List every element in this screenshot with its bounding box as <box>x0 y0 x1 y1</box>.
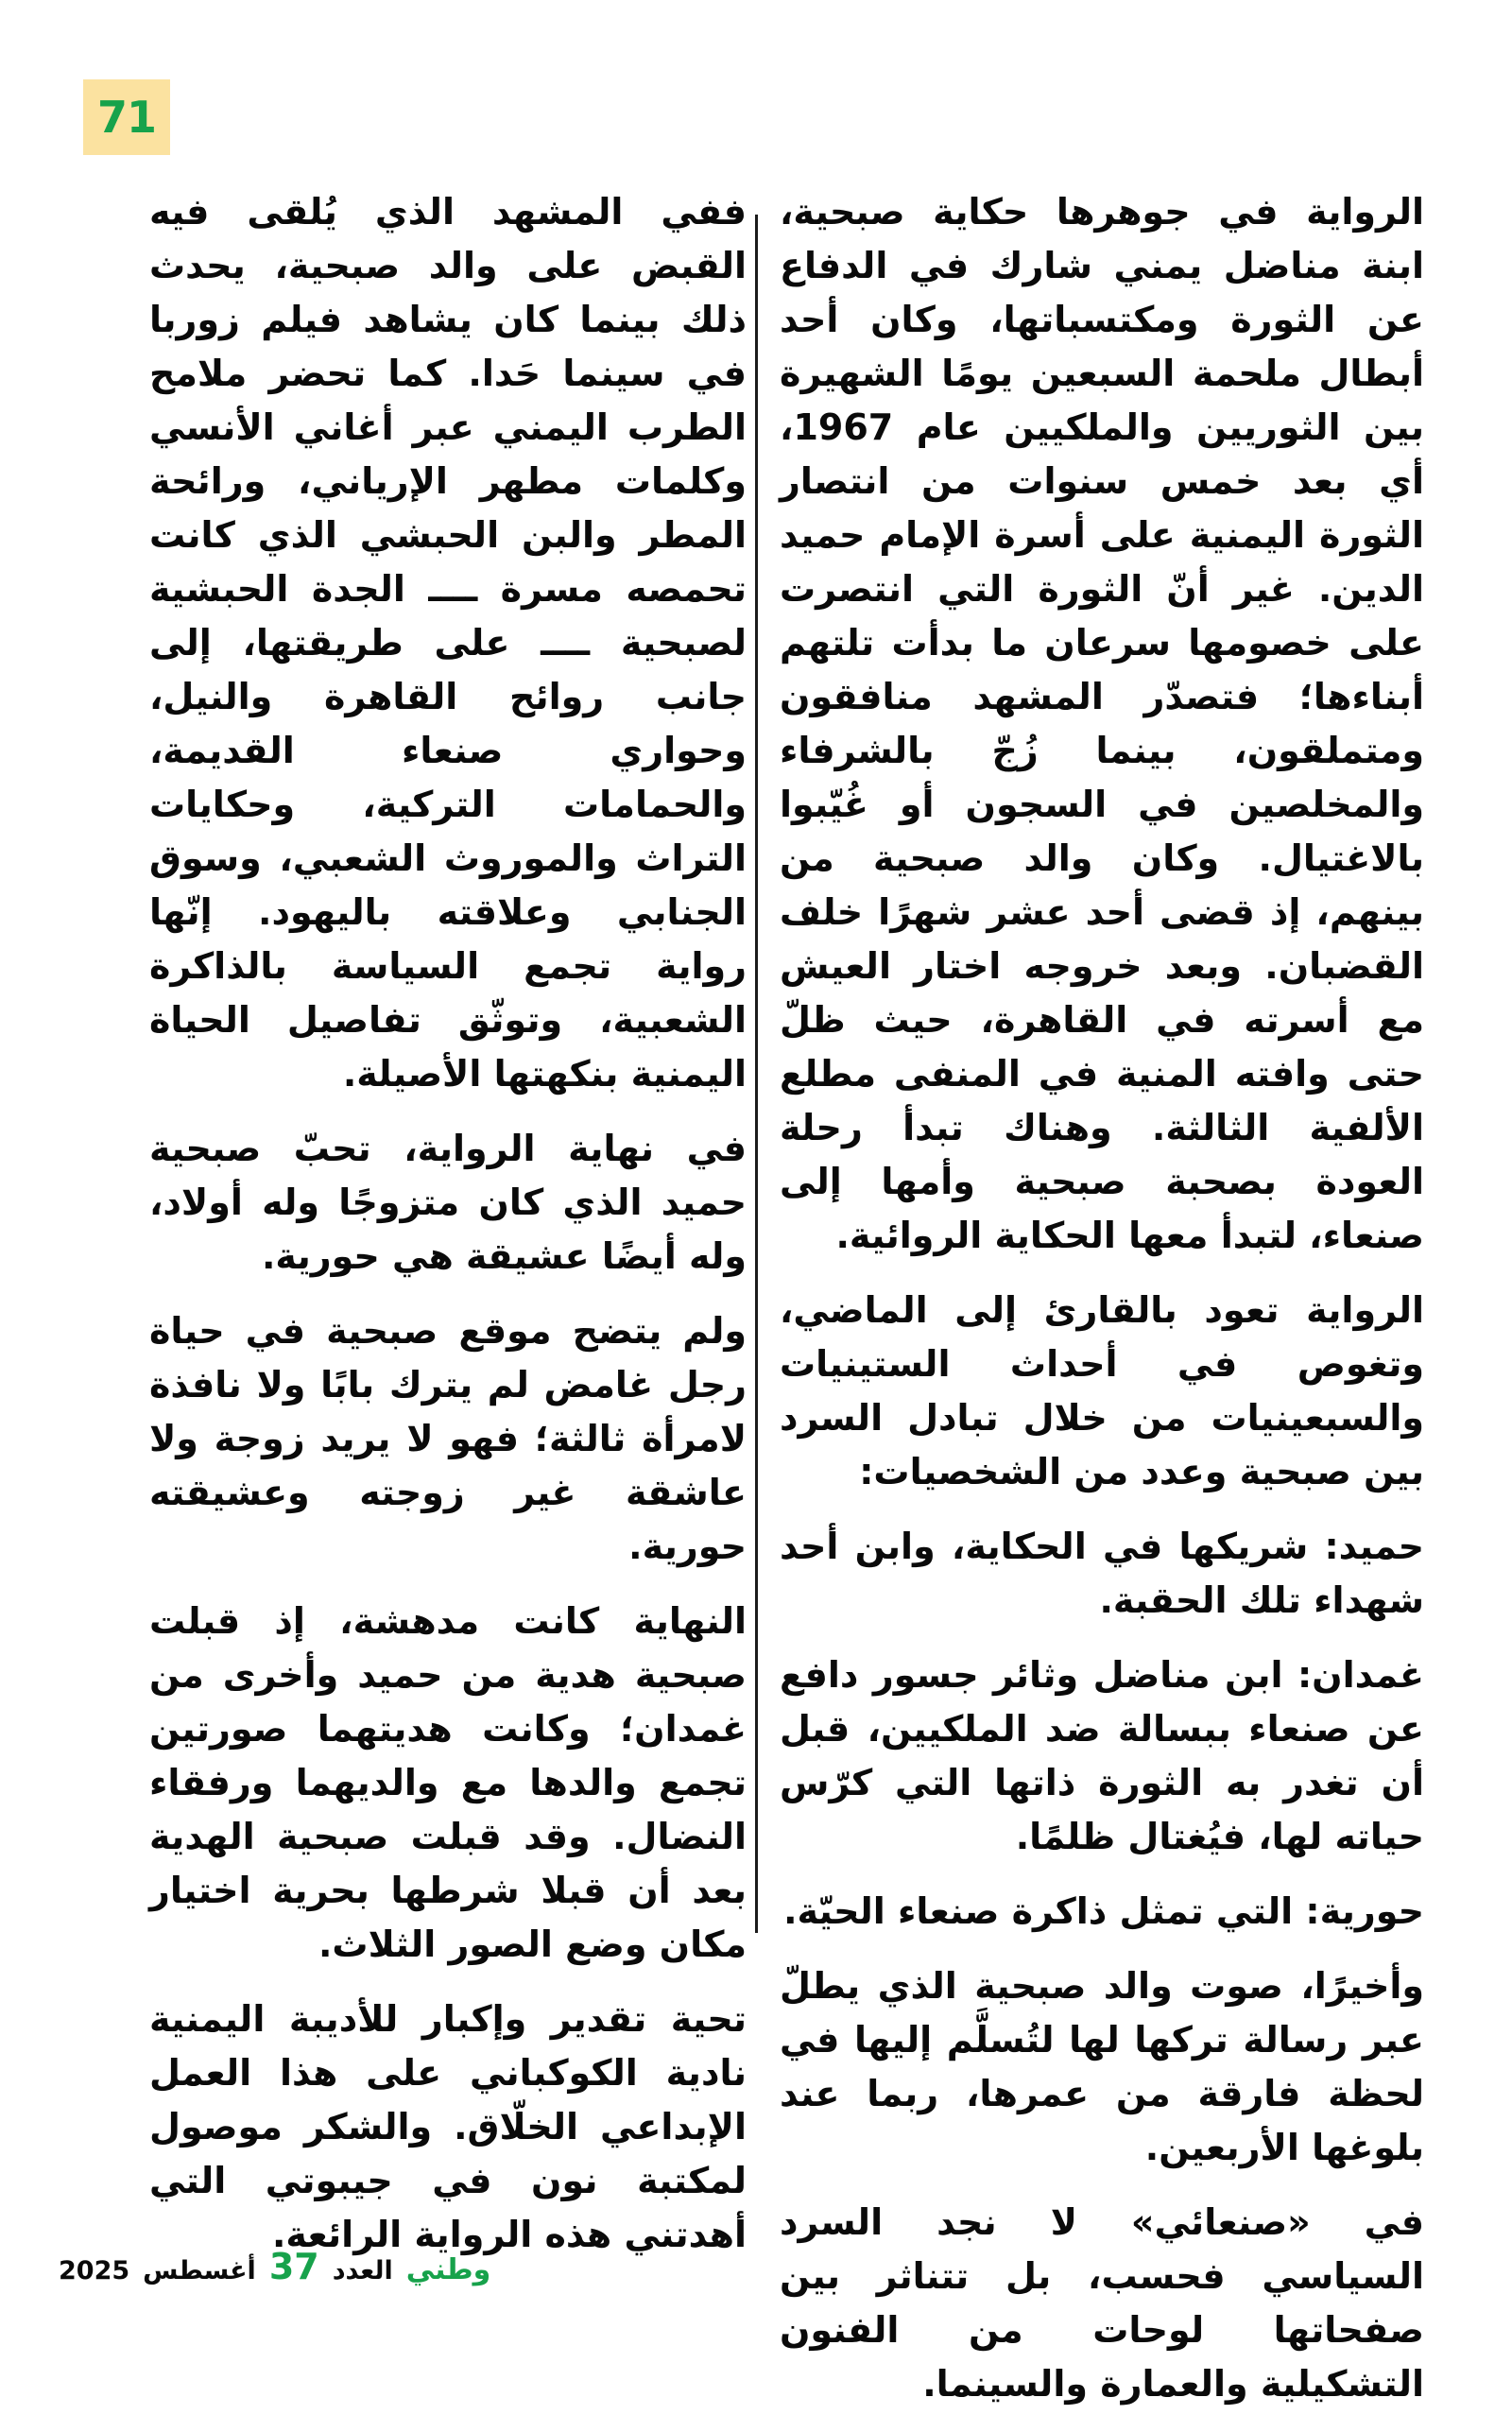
footer-month: أغسطس <box>143 2256 256 2285</box>
footer <box>59 2246 490 2287</box>
article-column-right <box>780 185 1424 2432</box>
paragraph-father-voice: وأخيرًا، صوت والد صبحية الذي يطلّ عبر رسالة تركها لها لتُسلَّم إليها في لحظة فارقة من عمرها، ربما عند بلوغها الأربعين. <box>780 1965 1424 2168</box>
paragraph-character-houria: حورية: التي تمثل ذاكرة صنعاء الحيّة. <box>783 1890 1424 1932</box>
footer-issue-label: العدد <box>332 2256 393 2285</box>
paragraph-ending-gifts: النهاية كانت مدهشة، إذ قبلت صبحية هدية من حميد وأخرى من غمدان؛ وكانت هديتهما صورتين تجمع والدها مع والديهما ورفقاء النضال. وقد قبلت صبحية الهدية بعد أن قبلا شرطها بحرية اختيار مكان وضع الصور الثلاث. <box>149 1600 747 1965</box>
magazine-logo: وطني <box>405 2253 491 2286</box>
footer-year: 2025 <box>59 2256 130 2285</box>
column-divider-rule <box>755 215 758 1933</box>
paragraph-narrative-structure: الرواية تعود بالقارئ إلى الماضي، وتغوص في أحداث الستينيات والسبعينيات من خلال تبادل السرد بين صبحية وعدد من الشخصيات: <box>780 1289 1424 1492</box>
paragraph-scene-details: ففي المشهد الذي يُلقى فيه القبض على والد صبحية، يحدث ذلك بينما كان يشاهد فيلم زوربا في سينما حَدا. كما تحضر ملامح الطرب اليمني عبر أغاني الأنسي وكلمات مطهر الإرياني، ورائحة المطر والبن الحبشي الذي كانت تحمصه مسرة ــــ الجدة الحبشية لصبحية ــــ على طريقتها، إلى جانب روائح القاهرة والنيل، وحواري صنعاء القديمة، والحمامات التركية، وحكايات التراث والموروث الشعبي، وسوق الجنابي وعلاقته باليهود. إنّها رواية تجمع السياسة بالذاكرة الشعبية، وتوثّق تفاصيل الحياة اليمنية بنكهتها الأصيلة. <box>149 191 747 1095</box>
article-column-left <box>149 185 747 2283</box>
paragraph-character-hamid: حميد: شريكها في الحكاية، وابن أحد شهداء تلك الحقبة. <box>780 1526 1424 1621</box>
paragraph-ending-love: في نهاية الرواية، تحبّ صبحية حميد الذي كان متزوجًا وله أولاد، وله أيضًا عشيقة هي حورية. <box>149 1128 747 1277</box>
footer-issue-number: 37 <box>268 2246 319 2287</box>
paragraph-arts-in-novel: في «صنعائي» لا نجد السرد السياسي فحسب، بل تتناثر بين صفحاتها لوحات من الفنون التشكيلية والعمارة والسينما. <box>780 2201 1424 2405</box>
paragraph-sobhia-position: ولم يتضح موقع صبحية في حياة رجل غامض لم يترك بابًا ولا نافذة لامرأة ثالثة؛ فهو لا يريد زوجة ولا عاشقة غير زوجته وعشيقته حورية. <box>149 1310 747 1567</box>
page-number-badge <box>83 79 170 155</box>
paragraph-novel-summary: الرواية في جوهرها حكاية صبحية، ابنة مناضل يمني شارك في الدفاع عن الثورة ومكتسباتها، وكان أحد أبطال ملحمة السبعين يومًا الشهيرة بين الثوريين والملكيين عام 1967، أي بعد خمس سنوات من انتصار الثورة اليمنية على أسرة الإمام حميد الدين. غير أنّ الثورة التي انتصرت على خصومها سرعان ما بدأت تلتهم أبناءها؛ فتصدّر المشهد منافقون ومتملقون، بينما زُجّ بالشرفاء والمخلصين في السجون أو غُيّبوا بالاغتيال. وكان والد صبحية من بينهم، إذ قضى أحد عشر شهرًا خلف القضبان. وبعد خروجه اختار العيش مع أسرته في القاهرة، حيث ظلّ حتى وافته المنية في المنفى مطلع الألفية الثالثة. وهناك تبدأ رحلة العودة بصحبة صبحية وأمها إلى صنعاء، لتبدأ معها الحكاية الروائية. <box>780 191 1424 1256</box>
paragraph-character-ghamdan: غمدان: ابن مناضل وثائر جسور دافع عن صنعاء ببسالة ضد الملكيين، قبل أن تغدر به الثورة ذاتها التي كرّس حياته لها، فيُغتال ظلمًا. <box>780 1654 1424 1857</box>
page-number: 71 <box>96 92 156 143</box>
paragraph-tribute: تحية تقدير وإكبار للأديبة اليمنية نادية الكوكباني على هذا العمل الإبداعي الخلّاق. والشكر موصول لمكتبة نون في جيبوتي التي أهدتني هذه الرواية الرائعة. <box>149 1998 747 2255</box>
